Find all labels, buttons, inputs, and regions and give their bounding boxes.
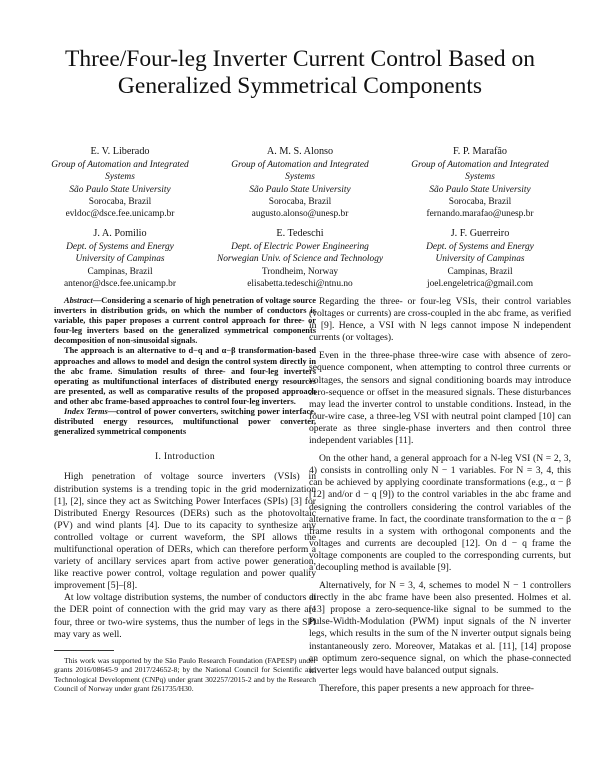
author-email[interactable]: elisabetta.tedeschi@ntnu.no [247,278,353,289]
right-paragraph-4: Alternatively, for N = 3, 4, schemes to model N − 1 controllers directly in the abc frame have been also presented. Holmes et al. [13] propose a zero-sequence-like signal to be summed to the Pulse-Width-Modulation (PWM) input signals of the N inverter legs, which results in the sum of the N inverter output signals being instantaneously zero. Moreover, Matakas et al. [11], [14] propose an optimum zero-sequence signal, on which the phase-connected inverter legs would have balanced output signals. [309,580,571,676]
abstract-label: Abstract [64,296,93,305]
author-city: Campinas, Brazil [447,266,513,277]
author-block [30,227,210,290]
author-affiliation: Group of Automation and Integrated [231,160,369,170]
author-name: A. M. S. Alonso [266,146,334,157]
author-email[interactable]: joel.engeletrica@gmail.com [427,278,533,289]
footnote-rule [54,650,114,651]
author-email[interactable]: antenor@dsce.fee.unicamp.br [64,278,176,289]
author-row-1 [30,145,570,220]
author-block [390,227,570,290]
intro-paragraph-2: At low voltage distribution systems, the number of conductors at the DER point of connection with the grid may vary as there are four, three or two-wire systems, thus the number of legs in the SPI may vary as well. [54,592,316,640]
author-university: São Paulo State University [69,184,171,195]
abstract [54,296,316,346]
abstract-text-2: The approach is an alternative to d−q and α−β transformation-based approaches and allows to model and design the control system directly in the abc frame. Simulation results of three- and four-leg inverters operating as multifunctional interfaces of distributed energy resources are presented, as well as comparative results of the proposed approach and other abc frame-based approaches to control four-leg inverters. [54,346,316,406]
author-affiliation: Group of Automation and Integrated [51,160,189,170]
paper-title [40,46,560,100]
author-name: J. A. Pomilio [93,228,147,239]
author-city: Sorocaba, Brazil [268,196,332,207]
author-email[interactable]: evldoc@dsce.fee.unicamp.br [65,209,175,220]
author-university: University of Campinas [435,254,525,265]
author-university: University of Campinas [75,254,165,265]
index-terms-label: Index Terms [64,407,108,417]
title-line-1: Three/Four-leg Inverter Current Control Based on [64,46,536,72]
author-city: Trondheim, Norway [261,266,339,277]
author-city: Sorocaba, Brazil [88,196,152,207]
author-university: São Paulo State University [249,184,351,195]
left-column [54,296,316,693]
intro-paragraph-1: High penetration of voltage source inverters (VSIs) in distribution systems is a trending topic in the grid modernization [1], [2], since they act as Switching Power Interfaces (SPIs) [3] for Distributed Energy Resources (DERs) such as the photovoltaic (PV) and wind plants [4]. Due to its capacity to synthesize any controlled voltage or current waveform, the SPI allows the multifunctional operation of DERs, which can therefore perform a variety of ancillary services apart from active power generation, like reactive power control, voltage regulation and power quality improvement [5]–[8]. [54,471,316,592]
section-heading-introduction: I. Introduction [155,451,215,463]
right-paragraph-5: Therefore, this paper presents a new approach for three- [319,682,534,694]
author-block [210,227,390,290]
author-department: Dept. of Systems and Energy [426,242,534,252]
author-affiliation-cont: Systems [285,172,315,183]
author-affiliation-cont: Systems [105,172,135,183]
author-university: Norwegian Univ. of Science and Technology [216,254,384,265]
author-block [390,145,570,220]
author-email[interactable]: fernando.marafao@unesp.br [426,209,534,220]
author-name: E. Tedeschi [276,228,324,239]
author-row-2 [30,227,570,290]
title-line-2: Generalized Symmetrical Components [117,73,483,99]
footnote: This work was supported by the São Paulo Research Foundation (FAPESP) under grants 2016/08645-9 and 2017/24652-8; by the National Council for Scientific and Technological Development (CNPq) under grant 302257/2015-2 and by the Research Council of Norway under grant f261735/H30. [54,655,316,693]
author-city: Sorocaba, Brazil [448,196,512,207]
author-department: Dept. of Systems and Energy [66,242,174,252]
right-paragraph-2: Even in the three-phase three-wire case with absence of zero-sequence component, when attempting to control three currents or voltages, the sensors and signal conditioning boards may introduce zero-sequence or offset in the measured signals. These disturbances may lead the inverter control to unstable conditions. Instead, in the four-wire case, a three-leg VSI with neutral point clamped [10] can operate as three single-phase inverters and then control three independent variables [11]. [309,350,571,447]
author-block [30,145,210,220]
author-affiliation: Group of Automation and Integrated [411,160,549,170]
author-name: F. P. Marafão [452,146,508,157]
right-paragraph-1: Regarding the three- or four-leg VSIs, their control variables (voltages or currents) are cross-coupled in the abc frame, as verified in [9]. Hence, a VSI with N legs cannot impose N independent currents (or voltages). [309,296,571,344]
index-terms [54,407,316,437]
author-department: Dept. of Electric Power Engineering [231,242,369,252]
author-city: Campinas, Brazil [87,266,153,277]
index-terms-text: —control of power converters, switching power interface, distributed energy resources, multifunctional power converter, generalized symmetrical components [54,407,316,437]
author-name: J. F. Guerreiro [450,228,510,239]
author-university: São Paulo State University [429,184,531,195]
author-affiliation-cont: Systems [465,172,495,183]
author-block [210,145,390,220]
right-paragraph-3: On the other hand, a general approach for a N-leg VSI (N = 2, 3, 4) consists in controlling only N − 1 variables. For N = 3, 4, this can be achieved by applying coordinate transformations (e.g., α − β [12] and/or d − q [9]) to the control variables in the abc frame and designing the controllers considering the control variables of the alternative frame. In fact, the coordinate transformation to the α − β frame results in a system with orthogonal components and the voltages and currents are decoupled [12]. On d − q frame the voltage components are coupled to the corresponding currents, but a decoupling method is available [9]. [309,453,571,573]
author-name: E. V. Liberado [90,146,150,157]
right-column [309,296,571,695]
abstract-text-1: —Considering a scenario of high penetration of voltage source inverters in distribution grids, on which the number of conductors is variable, this paper proposes a current control approach for three- or four-leg inverters based on the generalized symmetrical components decomposition of non-sinusoidal signals. [54,296,316,346]
author-email[interactable]: augusto.alonso@unesp.br [251,209,349,220]
